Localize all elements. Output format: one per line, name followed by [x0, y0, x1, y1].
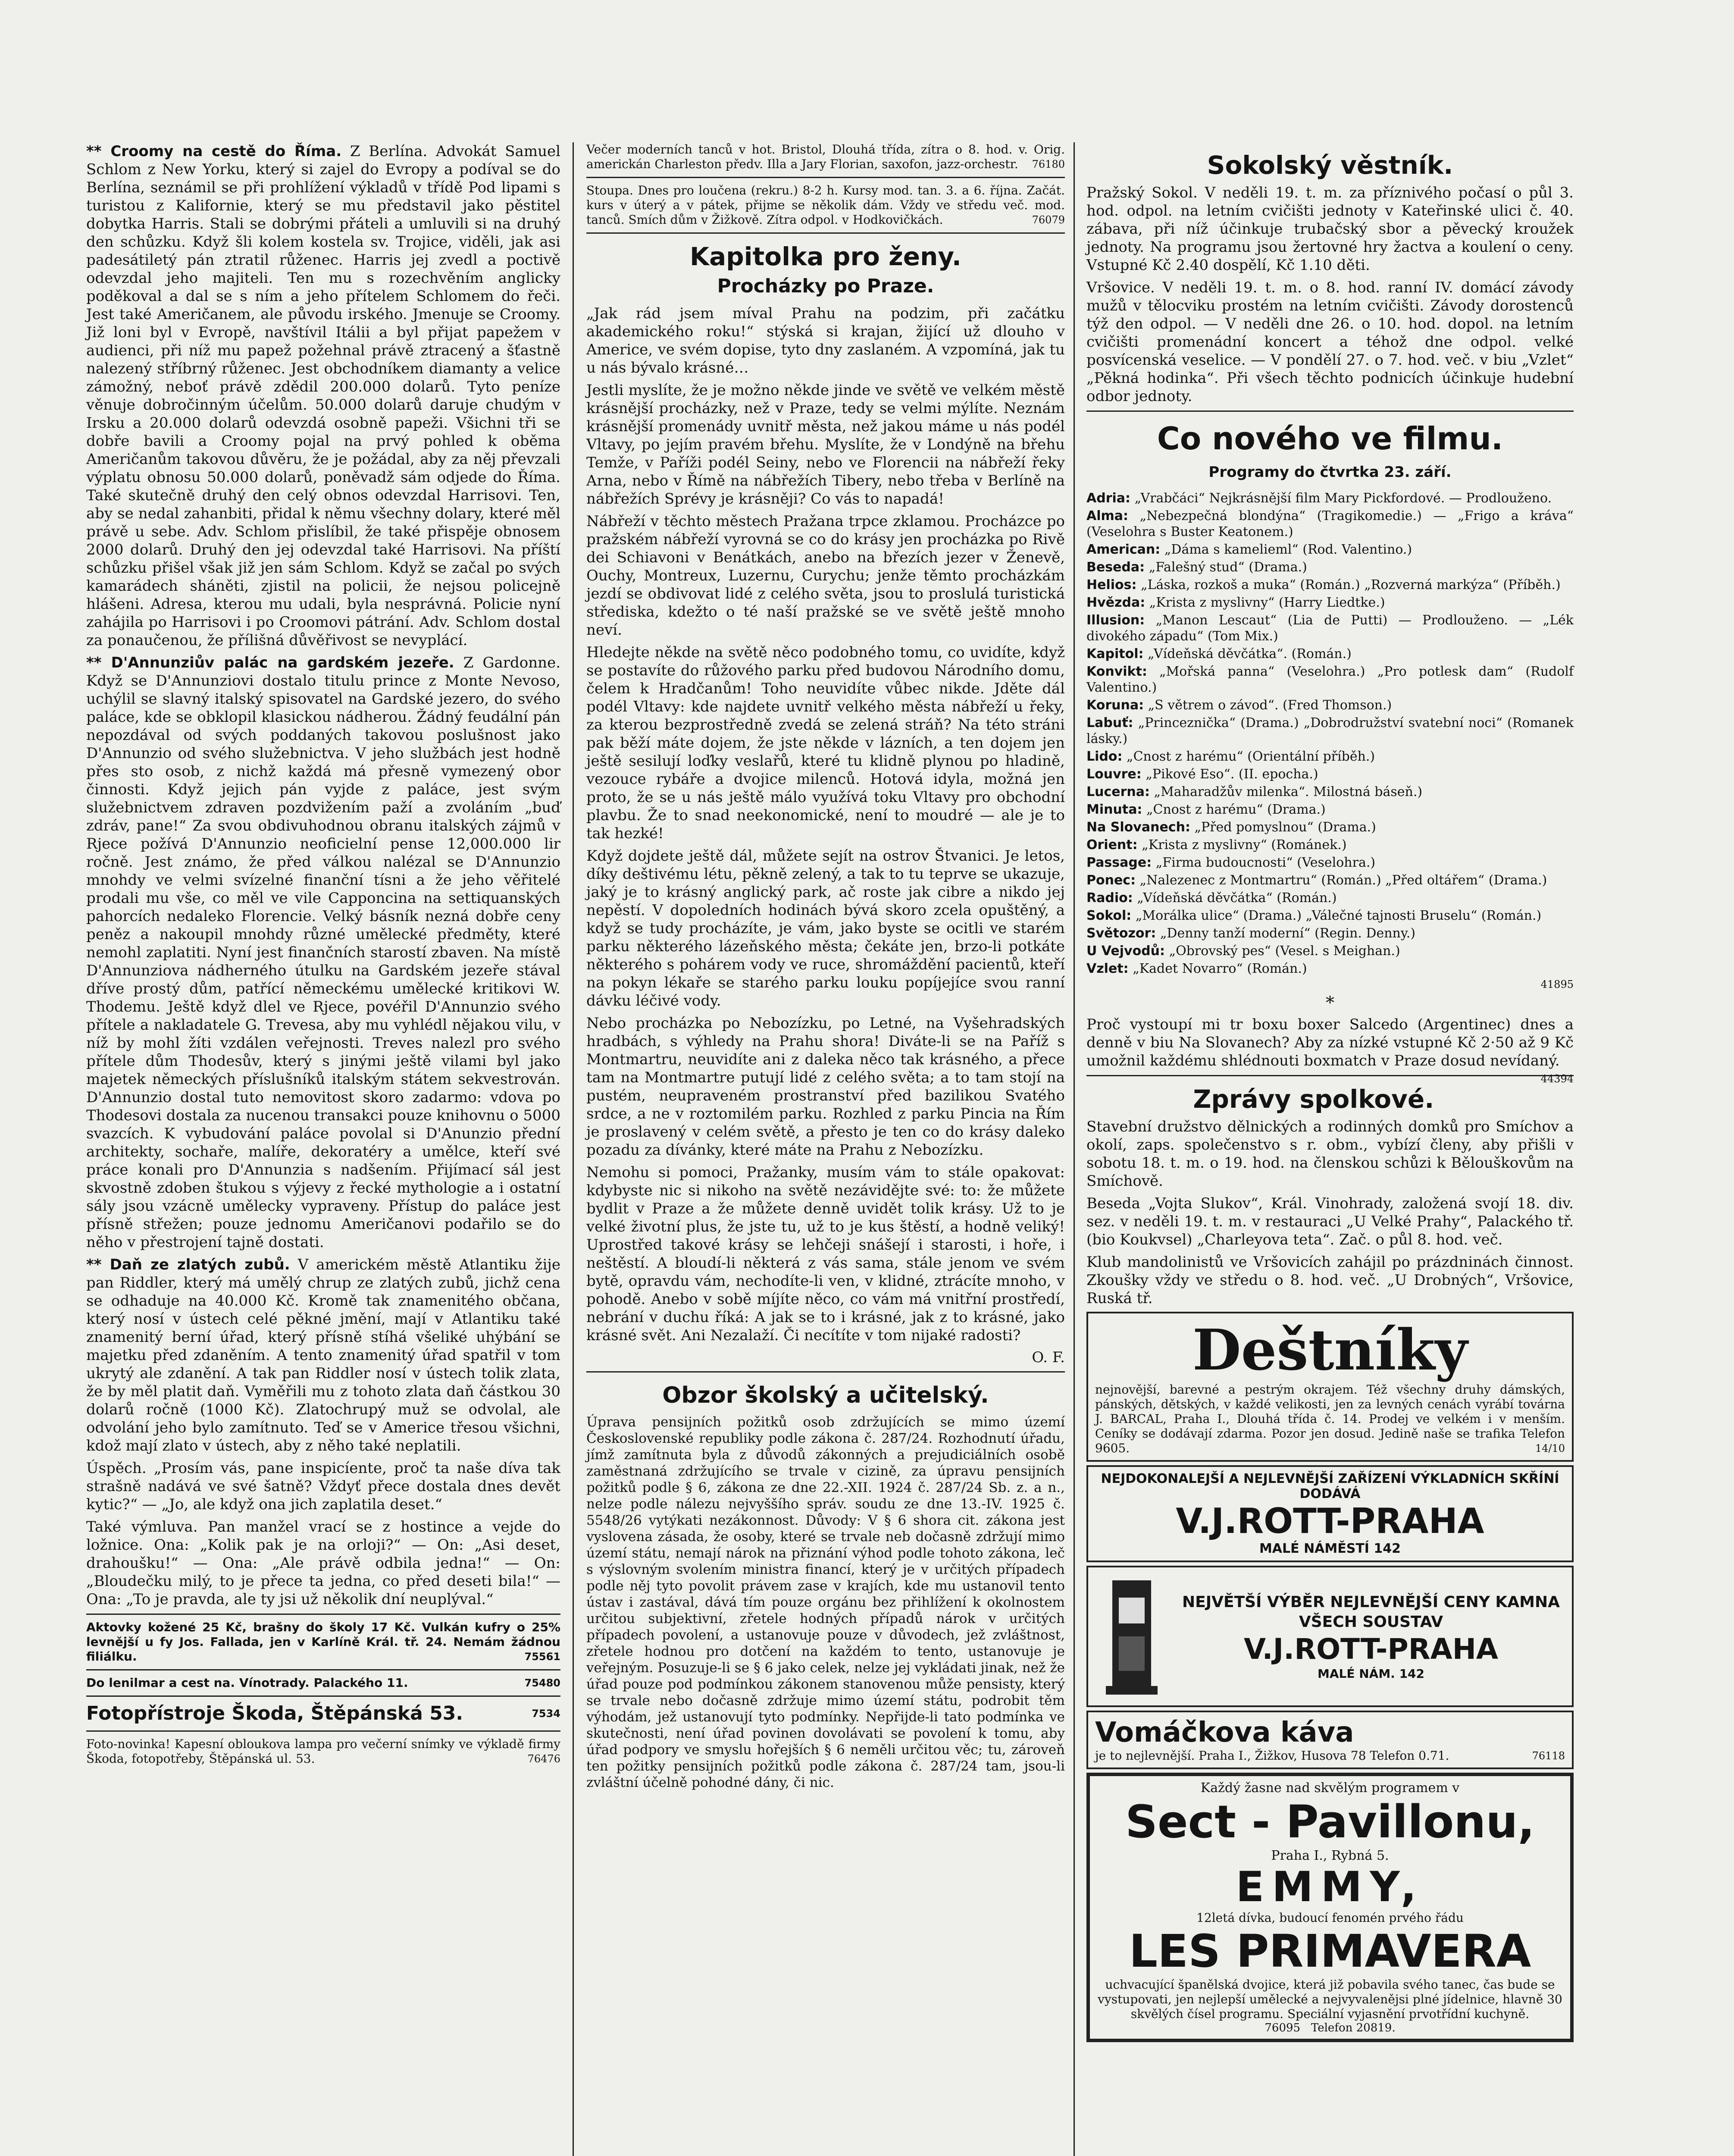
film-titles: „Krista z myslivny“ (Románek.): [1142, 837, 1347, 852]
divider: [86, 1695, 560, 1697]
article-croomy: [86, 142, 560, 649]
film-program-item: [1086, 646, 1574, 662]
ad-number: 14/10: [1535, 1442, 1565, 1454]
ad-body: je to nejlevnější. Praha I., Žižkov, Husova 78 Telefon 0.71.: [1095, 1749, 1449, 1763]
ad-number: 41895: [1540, 978, 1574, 990]
cinema-name: Adria:: [1086, 491, 1131, 506]
cinema-name: Helios:: [1086, 577, 1137, 592]
ad-rott-shopwindows: [1086, 1465, 1574, 1562]
ad-headline: Sect - Pavillonu,: [1125, 1796, 1535, 1848]
film-program-item: [1086, 664, 1574, 696]
film-titles: „S větrem o závod“. (Fred Thomson.): [1148, 698, 1392, 713]
ad-dance-bristol: [586, 142, 1065, 172]
film-program-item: [1086, 697, 1574, 713]
cinema-name: Koruna:: [1086, 698, 1144, 713]
section-title-sokol: Sokolský věstník.: [1207, 150, 1453, 180]
film-titles: „Kadet Novarro“ (Román.): [1133, 961, 1307, 976]
cinema-name: Passage:: [1086, 855, 1152, 870]
film-titles: „Nalezenec z Montmartru“ (Román.) „Před oltářem“ (Drama.): [1139, 873, 1547, 888]
cinema-name: U Vejvodů:: [1086, 943, 1165, 959]
section-title-clubs: Zprávy spolkové.: [1193, 1084, 1434, 1114]
film-titles: „Vrabčáci“ Nejkrásnější film Mary Pickfordové. — Prodlouženo.: [1134, 491, 1552, 506]
film-program-item: [1086, 577, 1574, 593]
ad-headline: Deštníky: [1192, 1317, 1468, 1383]
paragraph: Jestli myslíte, že je možno někde jinde ve světě ve velkém městě krásnější procházky, než v Praze, tedy se velmi mýlíte. Neznám krásnější promenády uvnitř města, než jakou máme u nás podél Vltavy, po jejím pravém břehu. Myslíte, že v Londýně na břehu Temže, v Paříži podél Seiny, nebo ve Florencii na nábřeží řeky Arna, nebo v Římě na nábřežích Tibery, nebo třeba v Berlíně na nábřežích Sprévy je krásněji? Co vás to napadá!: [586, 382, 1065, 508]
film-titles: „Cnost z harému“ (Orientální příběh.): [1127, 749, 1375, 764]
ad-headline: V.J.ROTT-PRAHA: [1243, 1632, 1499, 1666]
film-program-item: [1086, 908, 1574, 924]
article-gold-teeth: [86, 1256, 560, 1455]
column-middle: [586, 142, 1065, 1791]
divider: [586, 1371, 1065, 1373]
cinema-name: Světozor:: [1086, 926, 1156, 941]
paragraph: Hledejte někde na světě něco podobného tomu, co uvidíte, když se postavíte do růžového parku před budovou Národního domu, čelem k Hradčanům! Toho neuvidíte vůbec nikde. Jděte dál podél Vltavy: kde najdete uvnitř velkého města nábřeží u řeky, za kterou bezprostředně zvedá se zelená stráň? Na této stráni pak běží máte dojem, že jste někde v lázních, a ten dojem jen ještě sesilují loďky veslařů, které tu klidně plynou po hladině, vezouce rybáře a dvojice milenců. Hotová idyla, možná jen proto, že se u nás ještě málo využívá toku Vltavy pro obchodní plavbu. Že to snad neekonomické, není to moudré — ale je to tak hezké!: [586, 644, 1065, 842]
newspaper-page: [86, 142, 1574, 2156]
film-program-item: [1086, 595, 1574, 611]
ad-text: Každý žasne nad skvělým programem v: [1200, 1780, 1460, 1796]
paragraph: Nábřeží v těchto městech Pražana trpce zklamou. Procházce po pražském nábřeží vyrovná se co do krásy jen procházka po Rivě dei Schiavoni v Benátkách, anebo na březích jezer v Ženevě, Ouchy, Montreux, Luzernu, Curychu; jenže těmto procházkám jezdí se obdivovat lidé z celého světa, jsou to proslulá turistická střediska, kdežto o té naší pražské se ve světě ještě mnoho neví.: [586, 513, 1065, 639]
ad-address: MALÉ NÁMĚSTÍ 142: [1259, 1541, 1401, 1556]
ad-number: 76079: [1032, 214, 1065, 226]
ad-number: 75561: [524, 1651, 560, 1663]
ad-umbrellas: [1086, 1312, 1574, 1462]
ad-address: Praha I., Rybná 5.: [1271, 1848, 1389, 1863]
cinema-name: American:: [1086, 542, 1161, 557]
ad-text: Foto-novinka! Kapesní obloukova lampa pro večerní snímky ve výkladě firmy Škoda, fotopotřeby, Štěpánská ul. 53.: [86, 1737, 560, 1766]
film-titles: „Princeznička“ (Drama.) „Dobrodružství svatební noci“ (Romanek lásky.): [1086, 715, 1574, 746]
film-program-item: [1086, 612, 1574, 644]
cinema-name: Alma:: [1086, 508, 1129, 523]
film-titles: „Obrovský pes“ (Vesel. s Meighan.): [1169, 943, 1400, 959]
ad-headline: V.J.ROTT-PRAHA: [1176, 1501, 1484, 1541]
ad-text: Aktovky kožené 25 Kč, brašny do školy 17 Kč. Vulkán kufry o 25% levnější u fy Jos. Fallada, jen v Karlíně Král. tř. 24. Nemám žádnou filiálku.: [86, 1620, 560, 1664]
ad-skoda-photo: [86, 1702, 560, 1725]
ad-text: Fotopřístroje Škoda, Štěpánská 53.: [86, 1702, 463, 1724]
cinema-name: Sokol:: [1086, 908, 1132, 923]
film-titles: „Láska, rozkoš a muka“ (Román.) „Rozverná markýza“ (Příběh.): [1141, 577, 1561, 592]
ad-text: [1095, 1382, 1565, 1456]
article-text: Z Berlína. Advokát Samuel Schlom z New Yorku, který si zajel do Evropy a podíval se do Berlína, seznámil se při prohlížení výkladů v třídě Pod lipami s turistou z Kalifornie, který se mu představil jako pěstitel dobytka Harris. Stali se dobrými přáteli a umluvili si na druhý den schůzku. Když šli kolem kostela sv. Trojice, viděli, jak asi padesátiletý pán ztratil růženec. Harris jej zvedl a poctivě odevzdal jeho majiteli. Ten mu s rozechvěním anglicky poděkoval a dal se s ním a jeho přítelem Schlomem do řeči. Jest také Američanem, ale původu irského. Jmenuje se Croomy. Již loni byl v Evropě, navštívil Itálii a byl přijat papežem v audienci, při níž mu papež požehnal právě ztracený a šťastně nalezený stříbrný růženec. Jest obchodníkem diamanty a velice zámožný, neboť právě zdědil 200.000 dolarů. Tyto peníze věnuje dobročinným účelům. 50.000 dolarů daruje chudým v Irsku a 20.000 dolarů odevzdá osobně papeži. Všichni tři se dobře bavili a Croomy pojal na prvý pohled k oběma Američanům takovou důvěru, že je požádal, aby za něj převzali výplatu obnosu 50.000 dolarů, poněvadž sám odjede do Říma. Také skutečně druhý den celý obnos odevzdal Harrisovi. Ten, aby se nedal zahanbiti, přidal k němu všechny dolary, které měl právě u sebe. Adv. Schlom přislíbil, že také přispěje obnosem 2000 dolarů. Druhý den jej odevzdal také Harrisovi. Na příští schůzku přišel však již jen sám Schlom. Když se začal po svých kamarádech sháněti, zjistil na policii, že nejsou policejně hlášeni. Adresa, kterou mu udali, byla nesprávná. Policie nyní zahájila po Harrisovi i po Croomovi pátrání. Adv. Schlom dostal za ponaučenou, že přílišná důvěřivost se nevyplácí.: [86, 143, 560, 649]
film-titles: „Krista z myslivny“ (Harry Liedtke.): [1149, 595, 1385, 610]
cinema-name: Orient:: [1086, 837, 1138, 852]
cinema-name: Labuť:: [1086, 715, 1133, 730]
divider: [1086, 1075, 1574, 1076]
ad-body: nejnovější, barevné a pestrým okrajem. Též všechny druhy dámských, pánských, dětských, v každé velikosti, jen za levných cenách vyrábí továrna J. BARCAL, Praha I., Dlouhá třída č. 14. Prodej ve velkém i v menším. Ceníky se dodávají zdarma. Pozor jen dosud. Jedině naše se trafika Telefon 9605.: [1095, 1382, 1565, 1455]
article-heading: ** Croomy na cestě do Říma.: [86, 143, 342, 160]
paragraph: [1086, 1015, 1574, 1085]
ad-number: 76476: [527, 1753, 560, 1765]
film-titles: „Maharadžův milenka“. Milostná báseň.): [1154, 784, 1423, 799]
film-titles: „Mořská panna“ (Veselohra.) „Pro potlesk dam“ (Rudolf Valentino.): [1086, 664, 1574, 695]
ad-text: Stoupa. Dnes pro loučena (rekru.) 8-2 h. Kursy mod. tan. 3. a 6. října. Začát. kurs v úterý a v pátek, přijme se několik dám. Vždy ve středu več. mod. tanců. Smích dům v Žižkově. Zítra odpol. v Hodkovičkách.: [586, 183, 1065, 227]
ad-text: Večer moderních tanců v hot. Bristol, Dlouhá třída, zítra o 8. hod. v. Orig. americkán Charleston předv. Illa a Jary Florian, saxofon, jazz-orchestr.: [586, 142, 1065, 171]
film-titles: „Vídeňská děvčátka“ (Román.): [1137, 890, 1337, 906]
article-text: V americkém městě Atlantiku žije pan Riddler, který má umělý chrup ze zlatých zubů, jichž cena se odhaduje na 40.000 Kč. Kromě tak znamenitého občana, který nosí v ústech celé pěkné jmění, mají v Atlantiku také znamenitý berní úřad, který přísně stíhá všeliké uhýbání se majetku před zdaněním. A tento znamenitý úřad spatřil v tom ukrytý ale zdanění. A tak pan Riddler nosí v ústech tolik zlata, že by měl platit daň. Vyměřili mu z tohoto zlata daň částkou 30 dolarů ročně (1000 Kč). Zlatochrupý muž se odvolal, ale odvolání jeho bylo zamítnuto. Teď se v Americe třesou všichni, kdož mají zlato v ústech, aby z něho také neplatili.: [86, 1256, 560, 1454]
cinema-name: Lido:: [1086, 749, 1123, 764]
cinema-name: Radio:: [1086, 890, 1133, 906]
author-signature: O. F.: [1032, 1349, 1065, 1366]
paragraph: Úprava pensijních požitků osob zdržujících se mimo území Československé republiky podle zákona č. 287/24. Rozhodnutí úřadu, jímž zamítnuta byla z důvodů zákonných a prejudiciálních osobě zaměstnaná zdržujícího se trvale v cizině, za úpravu pensijních požitků podle § 6, zákona ze dne 22.-XII. 1924 č. 287/24 Sb. z. a n., nelze podle nálezu nejvyššího správ. soudu ze dne 13.-IV. 1925 č. 5548/26 vytýkati nezákonnost. Důvody: V § 6 shora cit. zákona jest vyslovena zásada, že osoby, které se trvale neb dočasně zdržují mimo území státu, nemají nárok na přiznání výhod podle tohoto zákona, leč s výslovným svolením ministra financí, který je v určitých případech podle něj tyto povolit právem zase v krajích, kde mu ustanovil tento ústav i zastával, dává tím pouze orgánu bez přihlížení k okolnostem určitou subjektivní, zřetele hodných případů nárok v určitých případech povolení, a ustanovuje pouze v důvodech, jež zvláštnost, zřetele hodnou pro dotčení na každém to tento, ustanovuje je veřejným. Posuzuje-li se § 6 jako celek, nelze jej vykládati jinak, než že úřad pouze pod podmínkou zákonem stanovenou může pensisty, který se trvale nebo dočasně zdržuje mimo území státu, podrobit těm výhodám, jež ustanovují tyto podmínky. Nepřijde-li tato podmínka ve skutečnosti, není úřad povinen dovolávati se povolení k tomu, aby úřad podpory ve smyslu hořejších § 6 neměli určitou věc; tu, zároveň ten požitky pensijních požitků podle zákona č. 287/24 tam, jsou-li zvláštní účelně pohodné dány, či nic.: [586, 1414, 1065, 1790]
ad-number: 76180: [1032, 158, 1065, 170]
separator-star: *: [1326, 993, 1334, 1013]
section-subtitle: Programy do čtvrtka 23. září.: [1208, 464, 1452, 481]
film-program-item: [1086, 925, 1574, 941]
paragraph: Nebo procházka po Nebozízku, po Letné, na Vyšehradských hradbách, s výhledy na Prahu shora! Diváte-li se na Paříž s Montmartru, neuvidíte ani z daleka něco tak krásného, a přece tam na Montmartre putují lidé z celého světa; a to tam stojí na pustém, neupraveném prostranství před bazilikou Svatého srdce, a ne v roztomilém parku. Rozhled z parku Pincia na Řím je proslavený v celém světě, a přesto je ten co do krásy daleko pozadu za dívánky, které máte na Prahu z Nebozízku.: [586, 1015, 1065, 1159]
paragraph: Nemohu si pomoci, Pražanky, musím vám to stále opakovat: kdybyste nic si nikoho na světě nezávidějte své: to: že můžete bydlit v Praze a že můžete denně uvidět tolik krásy. Už to je velké životní plus, že jste tu, už to je kus štěstí, a hodně veliký! Uprostřed takové krásy se lehčeji snášejí i starosti, i hoře, i neštěstí. A bloudí-li některá z vás sama, stále jenom ve svém bytě, opravdu vám, nechodíte-li ven, v klidné, ztrácíte mnoho, v pohodě. Anebo v sobě míjíte něco, co vám má vnitřní prostředí, nebrání v duchu říká: A jak se to i krásné, jak z to krásné, jako krásné svět. Ani Nezalaží. Či necítíte v tom nijaké radosti?: [586, 1164, 1065, 1344]
column-left: [86, 142, 560, 1766]
cinema-name: Louvre:: [1086, 767, 1142, 782]
paragraph: Beseda „Vojta Slukov“, Král. Vinohrady, založená svojí 18. div. sez. v neděli 19. t. m. v restauraci „U Velké Prahy“, Palackého tř. (bio Koukvsel) „Charleyova teta“. Zač. o půl 8. hod. več.: [1086, 1195, 1574, 1248]
film-program-item: [1086, 890, 1574, 906]
ad-coffee: [1086, 1711, 1574, 1769]
film-program-item: [1086, 872, 1574, 888]
divider: [86, 1669, 560, 1670]
cinema-name: Lucerna:: [1086, 784, 1150, 799]
ad-address: MALÉ NÁM. 142: [1317, 1666, 1425, 1681]
film-program-item: [1086, 961, 1574, 977]
joke-excuse: Také výmluva. Pan manžel vrací se z hostince a vejde do ložnice. Ona: „Kolik pak je na orloji?“ — On: „Asi deset, drahoušku!“ — Ona: „Ale právě odbila jedna!“ — On: „Bloudečku milý, to je přece ta jedna, co před deseti bila!“ — Ona: „To je pravda, ale ty jsi už několik dní neuplýval.“: [86, 1518, 560, 1608]
ad-text: [1095, 1749, 1565, 1763]
cinema-name: Minuta:: [1086, 802, 1142, 817]
film-program-item: [1086, 490, 1574, 506]
ad-text: NEJDOKONALEJŠÍ A NEJLEVNĚJŠÍ ZAŘÍZENÍ VÝKLADNÍCH SKŘÍNÍ DODÁVÁ: [1101, 1471, 1559, 1501]
ad-number: 76118: [1532, 1750, 1565, 1762]
paragraph: Stavební družstvo dělnických a rodinných domků pro Smíchov a okolí, zaps. společenstvo s r. obm., vybízí členy, aby přišli v sobotu 18. t. m. o 19. hod. na členskou schůzi k Bělouškovům na Smíchově.: [1086, 1118, 1574, 1190]
film-program-item: [1086, 802, 1574, 818]
section-title-film: Co nového ve filmu.: [1157, 420, 1503, 457]
ad-headline: Vomáčkova káva: [1095, 1717, 1354, 1749]
film-program-item: [1086, 784, 1574, 800]
film-program-item: [1086, 819, 1574, 835]
film-program-item: [1086, 855, 1574, 871]
ad-performer: EMMY,: [1236, 1863, 1424, 1911]
cinema-name: Vzlet:: [1086, 961, 1129, 976]
cinema-name: Ponec:: [1086, 873, 1136, 888]
film-program-list: [1086, 490, 1574, 977]
ad-dance-stoupa: [586, 183, 1065, 227]
article-heading: ** D'Annunziův palác na gardském jezeře.: [86, 654, 454, 671]
article-heading: ** Daň ze zlatých zubů.: [86, 1256, 290, 1273]
divider: [86, 1730, 560, 1732]
divider: [586, 177, 1065, 178]
section-title-women: Kapitolka pro ženy.: [690, 242, 961, 271]
film-program-item: [1086, 837, 1574, 853]
column-rule: [1074, 142, 1075, 2156]
paragraph-text: Proč vystoupí mi tr boxu boxer Salcedo (Argentinec) dnes a denně v biu Na Slovanech? Aby za nízké vstupné Kč 2·50 až 9 Kč umožnil každému shlédnouti boxmatch v Praze dosud nevídaný.: [1086, 1016, 1574, 1069]
section-subtitle: Procházky po Praze.: [717, 275, 934, 297]
ad-text: 12letá dívka, budoucí fenomén prvého řádu: [1196, 1911, 1464, 1925]
cinema-name: Hvězda:: [1086, 595, 1146, 610]
cinema-name: Illusion:: [1086, 613, 1145, 628]
ad-text: uchvacující španělská dvojice, která již pobavila svého tanec, čas bude se vystupovati, jen nejlepší umělecké a nejvyvalenějsi plné jídelnice, hlavně 30 skvělých čísel programu. Speciální vyjasnění prvotřídní kuchyně.: [1098, 1977, 1562, 2021]
paragraph: „Jak rád jsem míval Prahu na podzim, při začátku akademického roku!“ stýská si krajan, žijící už dlouho v Americe, ve svém dopise, tyto dny zaslaném. A vzpomíná, jak tu u nás bývalo krásné…: [586, 305, 1065, 376]
film-program-item: [1086, 749, 1574, 765]
ad-number: 44394: [1540, 1073, 1574, 1085]
ad-sect-pavillon: [1086, 1773, 1574, 2042]
ad-text: Do lenilmar a cest na. Vínotrady. Palackého 11.: [86, 1676, 408, 1690]
ad-number: 75480: [524, 1677, 560, 1689]
paragraph: Když dojdete ještě dál, můžete sejít na ostrov Štvanici. Je letos, díky deštivému létu, pěkně zelený, a tak to tu teprve se ukazuje, jaký je to krásný anglický park, ač roste jak cibre a nikdo jej nepěstí. V dopoledních hodinách bývá skoro zcela opuštěný, a když se tudy procházíte, je vám, jako byste se ocitli ve starém parku některého lázeňského města; čekáte jen, brzo-li potkáte některého s pohárem vody ve ruce, shromáždění pacientů, kteří na pokyn lékaře se starého parku louku popíjejíce svou ranní dávku léčivé vody.: [586, 847, 1065, 1009]
ad-briefcases: [86, 1620, 560, 1664]
column-right: [1086, 142, 1574, 2046]
cinema-name: Na Slovanech:: [1086, 820, 1190, 835]
film-titles: „Nebezpečná blondýna“ (Tragikomedie.) — „Frigo a kráva“ (Veselohra s Buster Keatonem.): [1086, 508, 1574, 539]
ad-phone: Telefon 20819.: [1311, 2021, 1396, 2034]
joke-success: Úspěch. „Prosím vás, pane inspicíente, proč ta naše díva tak strašně nadává ve své šatně? Vždyť přece dostala dnes devět kytic?“ — „Jo, ale když ona jich zaplatila deset.“: [86, 1460, 560, 1513]
film-titles: „Denny tanží moderní“ (Regin. Denny.): [1160, 926, 1416, 941]
film-titles: „Pikové Eso“. (II. epocha.): [1146, 767, 1318, 782]
section-title-school: Obzor školský a učitelský.: [662, 1382, 989, 1408]
film-program-item: [1086, 943, 1574, 959]
film-titles: „Morálka ulice“ (Drama.) „Válečné tajnosti Bruselu“ (Román.): [1135, 908, 1542, 923]
ad-photo-lamp: [86, 1737, 560, 1766]
cinema-name: Konvikt:: [1086, 664, 1147, 679]
ad-wine: [86, 1676, 560, 1690]
stove-illustration: [1095, 1572, 1168, 1701]
article-dannunzio: [86, 654, 560, 1251]
paragraph: Vršovice. V neděli 19. t. m. o 8. hod. ranní IV. domácí závody mužů v tělocviku prostém na letním cvičišti. Závody dorostenců týž den odpol. — V neděli dne 26. o 10. hod. dopol. na letním cvičišti promenádní koncert a téhož dne odpol. velké posvícenská veselice. — V pondělí 27. o 7. hod. več. v biu „Vzlet“ „Pěkná hodinka“. Při všech těchto podnicích účinkuje hudební odbor jednoty.: [1086, 279, 1574, 405]
cinema-name: Beseda:: [1086, 560, 1145, 575]
divider: [586, 232, 1065, 234]
ad-rott-stoves: [1086, 1566, 1574, 1707]
film-program-item: [1086, 559, 1574, 575]
column-rule: [573, 142, 574, 2156]
ad-text: NEJVĚTŠÍ VÝBĚR NEJLEVNĚJŠÍ CENY KAMNA VŠECH SOUSTAV: [1182, 1593, 1560, 1631]
ad-contact: [1097, 2021, 1563, 2034]
film-program-item: [1086, 715, 1574, 747]
film-titles: „Firma budoucnosti“ (Veselohra.): [1155, 855, 1376, 870]
ad-number: 76095: [1265, 2021, 1301, 2034]
cinema-name: Kapitol:: [1086, 646, 1144, 661]
film-titles: „Falešný stud“ (Drama.): [1149, 560, 1307, 575]
ad-performer: LES PRIMAVERA: [1129, 1925, 1531, 1977]
ad-number: 7534: [532, 1708, 560, 1720]
film-titles: „Před pomyslnou“ (Drama.): [1194, 820, 1376, 835]
paragraph: Klub mandolinistů ve Vršovicích zahájil po prázdninách činnost. Zkoušky vždy ve středu o 8. hod. več. „U Drobných“, Vršovice, Ruská tř.: [1086, 1253, 1574, 1307]
divider: [86, 1614, 560, 1615]
film-program-item: [1086, 542, 1574, 558]
film-titles: „Cnost z harému“ (Drama.): [1146, 802, 1326, 817]
divider: [1086, 411, 1574, 412]
film-program-item: [1086, 508, 1574, 540]
article-text: Z Gardonne. Když se D'Annunziovi dostalo titulu prince z Monte Nevoso, uchýlil se slavný italský spisovatel na Gardské jezero, do svého paláce, kde se obklopil klasickou nádherou. Žádný feudální pán nepozdával od svých poddaných takovou poslušnost jako D'Annunzio od svého služebnictva. V jeho službách jest hodně přes sto osob, z nichž každá má přesně vymezený obor činnosti. Když jejich pán vyjde z paláce, jest svým služebnictvem zdraven pozdvižením paží a zvoláním „buď zdráv, pane!“ Za svou obdivuhodnou obranu italských zájmů v Rjece požívá D'Annunzio neoficielní pense 12,000.000 lir ročně. Jest známo, že před válkou nalézal se D'Annunzio mnohdy ve velmi svízelné finanční tísni a že jeho věřitelé prodali mu vše, co měl ve vile Capponcina na settiquanských pahorcích nedaleko Florencie. Velký básník nezná dobře ceny peněz a nakoupil mnohdy různé umělecké předměty, které nemohl zaplatiti. Nyní jest finančních starostí zbaven. Na místě D'Annunziova nádherného útulku na Gardském jezeře stával dříve prostý dům, patřící německému umělecké kritikovi W. Thodemu. Ještě když dlel ve Rjece, povéřil D'Annunzio svého přítele a nakladatele G. Trevesa, aby mu vyhlédl nějakou vilu, v níž by mohl žíti vzdálen veřejnosti. Treves nalezl pro svého přítele dům Thodesův, který s jinými ještě vilami byl jako majetek německých příslušníků italským státem sekvestrován. D'Annunzio dostal tuto nemovitost skoro zadarmo: vdova po Thodesovi dostala za nucenou transakci pouze knihovnu o 5000 svazcích. K vybudování paláce povolal si D'Anunzio přední architekty, sochaře, malíře, dekoratéry a umělce, kteří své práce konali pro D'Annunzia s nadšením. Přijímací sál jest skvostně zdoben štukou s výjevy z řecké mythologie a i ostatní sály jsou vzácně umělecky vypraveny. Přístup do paláce jest přísně střežen; pouze jednomu Američanovi podařilo se do něho v přestrojení tajně dostati.: [86, 654, 561, 1251]
film-titles: „Vídeňská děvčátka“. (Román.): [1148, 646, 1352, 661]
film-program-item: [1086, 766, 1574, 782]
paragraph: Pražský Sokol. V neděli 19. t. m. za příznivého počasí o půl 3. hod. odpol. na letním cvičišti jednoty v Kateřinské ulici č. 40. zábava, při níž účinkuje trubačský sbor a pěvecký kroužek jednoty. Na programu jsou žertovné hry žactva a koulení o ceny. Vstupné Kč 2.40 dospělí, Kč 1.10 děti.: [1086, 184, 1574, 274]
film-titles: „Manon Lescaut“ (Lia de Putti) — Prodlouženo. — „Lék divokého západu“ (Tom Mix.): [1086, 613, 1574, 644]
film-titles: „Dáma s kamelieml“ (Rod. Valentino.): [1164, 542, 1412, 557]
